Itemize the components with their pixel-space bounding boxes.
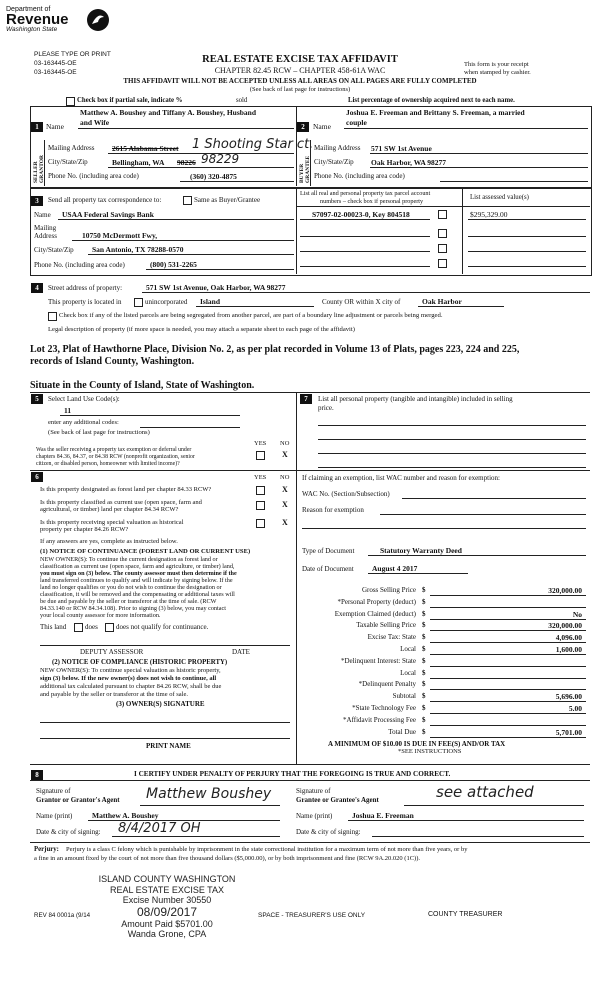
legal-line1: Lot 23, Plat of Hawthorne Place, Division No. 2, as per plat recorded in Volume 13 of Plats, pages 223, 224 and 225, bbox=[30, 344, 520, 355]
grantee-name: Joshua E. Freeman bbox=[352, 811, 414, 820]
total-label: Excise Tax: State bbox=[367, 633, 416, 642]
form-number-1: 03-163445-OE bbox=[34, 60, 77, 67]
total-currency: $ bbox=[422, 680, 426, 689]
total-value: 1,600.00 bbox=[555, 645, 582, 654]
total-label: Total Due bbox=[388, 727, 416, 736]
grantor-name: Matthew A. Boushey bbox=[92, 811, 159, 820]
same-as-buyer-checkbox[interactable] bbox=[183, 196, 192, 205]
total-value: 4,096.00 bbox=[555, 633, 582, 643]
q1-no-answer: X bbox=[282, 450, 288, 459]
grantee-sig-label1: Signature of bbox=[296, 787, 331, 795]
deputy-assessor-label: DEPUTY ASSESSOR bbox=[80, 648, 144, 656]
total-label: Gross Selling Price bbox=[361, 586, 416, 594]
total-currency: $ bbox=[422, 715, 426, 724]
exemption-label: If claiming an exemption, list WAC number and reason for exemption: bbox=[302, 474, 500, 482]
seller-name-line2: and Wife bbox=[80, 118, 110, 127]
seller-name-label: Name bbox=[46, 122, 64, 131]
doc-type-label: Type of Document bbox=[302, 547, 355, 555]
ownership-note: List percentage of ownership acquired next to each name. bbox=[348, 97, 515, 104]
tax-address: 10750 McDermott Fwy, bbox=[82, 231, 158, 240]
total-label: Exemption Claimed (deduct) bbox=[334, 609, 416, 618]
personal-property-label2: price. bbox=[318, 404, 334, 412]
doc-date: August 4 2017 bbox=[372, 564, 418, 573]
total-label: Local bbox=[400, 668, 416, 677]
legal-label: Legal description of property (if more space is needed, you may attach a separate sheet to each page of the affidavit) bbox=[48, 326, 355, 333]
q1-line1: Was the seller receiving a property tax exemption or deferral under bbox=[36, 447, 192, 453]
notice1-line3: you must sign on (3) below. The county assessor must then determine if the bbox=[40, 570, 237, 577]
stamp-line6: Wanda Grone, CPA bbox=[127, 929, 207, 939]
seller-address-handwritten: 1 Shooting Star ct. bbox=[192, 137, 314, 152]
seller-zip-handwritten: 98229 bbox=[201, 152, 240, 166]
partial-sale-checkbox[interactable] bbox=[66, 97, 75, 106]
open-space-yes-checkbox[interactable] bbox=[256, 501, 265, 510]
unincorporated-label: unincorporated bbox=[145, 298, 188, 306]
sold-label: sold bbox=[236, 97, 248, 104]
wac-label: WAC No. (Section/Subsection) bbox=[302, 490, 390, 498]
tax-phone: (800) 531-2265 bbox=[150, 260, 197, 269]
form-subtitle: CHAPTER 82.45 RCW – CHAPTER 458-61A WAC bbox=[214, 66, 386, 75]
seller-name-line1: Matthew A. Boushey and Tiffany A. Boushey, Husband bbox=[80, 108, 257, 117]
see-back-note: (See back of last page for instructions) bbox=[249, 86, 351, 93]
county-name: Island bbox=[200, 297, 221, 306]
total-currency: $ bbox=[422, 656, 426, 665]
partial-sale-label: Check box if partial sale, indicate % bbox=[77, 97, 183, 104]
notice1-title: (1) NOTICE OF CONTINUANCE (FOREST LAND OR CURRENT USE) bbox=[40, 548, 251, 555]
dor-emblem-icon bbox=[86, 8, 110, 32]
open-space-no-answer: X bbox=[282, 500, 288, 509]
seller-address-struck: 2615 Alabama Street bbox=[112, 144, 179, 153]
grantee-name-label: Name (print) bbox=[296, 812, 333, 820]
total-currency: $ bbox=[422, 727, 426, 736]
form-number-2: 03-163445-OE bbox=[34, 69, 77, 76]
q-forest: Is this property designated as forest land per chapter 84.33 RCW? bbox=[40, 486, 212, 493]
notice1-line7: be due and payable by the seller or transferor at the time of sale. (RCW bbox=[40, 598, 217, 605]
total-value: No bbox=[572, 609, 582, 619]
buyer-side-label: BUYER GRANTEE bbox=[299, 155, 311, 183]
stamp-line4: 08/09/2017 bbox=[136, 904, 198, 919]
buyer-name-label: Name bbox=[313, 122, 331, 131]
total-label: *Delinquent Interest: State bbox=[340, 656, 416, 665]
street-label: Street address of property: bbox=[48, 284, 123, 292]
section-7-number: 7 bbox=[300, 394, 312, 404]
section-2-number: 2 bbox=[297, 122, 309, 132]
q-open-line2: agricultural, or timber) land per chapter 84.34 RCW? bbox=[40, 506, 179, 513]
total-value: 5.00 bbox=[568, 704, 582, 713]
parcel-number: S7097-02-00023-0, Key 804518 bbox=[312, 210, 410, 219]
total-value: 320,000.00 bbox=[548, 586, 582, 595]
special-yes-checkbox[interactable] bbox=[256, 519, 265, 528]
street-address: 571 SW 1st Avenue, Oak Harbor, WA 98277 bbox=[146, 283, 286, 292]
land-does-label: does bbox=[85, 623, 98, 631]
tax-phone-label: Phone No. (including area code) bbox=[34, 261, 125, 269]
stamp-line2: REAL ESTATE EXCISE TAX bbox=[109, 884, 225, 895]
seller-city-label: City/State/Zip bbox=[48, 158, 88, 166]
q-open-line1: Is this property classified as current use (open space, farm and bbox=[40, 499, 202, 506]
parcel-3-personal-checkbox[interactable] bbox=[438, 244, 447, 253]
land-does-not-checkbox[interactable] bbox=[105, 623, 114, 632]
print-name-label: PRINT NAME bbox=[146, 742, 191, 750]
grantor-sig-label1: Signature of bbox=[36, 787, 71, 795]
notice1-line1: NEW OWNER(S): To continue the current designation as forest land or bbox=[40, 556, 218, 563]
seller-zip-struck: 98226 bbox=[177, 158, 196, 167]
grantee-signature: see attached bbox=[436, 783, 534, 801]
assessed-value: $295,329.00 bbox=[470, 210, 508, 219]
dor-line2: Revenue bbox=[6, 11, 69, 28]
notice1-line5: land no longer qualifies or you do not wish to continue the designation or bbox=[40, 584, 222, 591]
tax-city-label: City/State/Zip bbox=[34, 246, 74, 254]
buyer-name-line2: couple bbox=[346, 118, 367, 127]
parcel-4-personal-checkbox[interactable] bbox=[438, 259, 447, 268]
notice1-line8: 84.33.140 or RCW 84.34.108). Prior to signing (3) below, you may contact bbox=[40, 605, 226, 612]
total-label: Taxable Selling Price bbox=[356, 621, 416, 630]
land-does-not-label: does not qualify for continuance. bbox=[116, 623, 209, 631]
county-label: County OR within X city of bbox=[322, 298, 401, 306]
see-instructions: *SEE INSTRUCTIONS bbox=[398, 748, 462, 755]
additional-codes-label: enter any additional codes: bbox=[48, 419, 119, 426]
county-treasurer-label: COUNTY TREASURER bbox=[428, 911, 503, 918]
perjury-label: Perjury: bbox=[34, 846, 59, 853]
dor-logo bbox=[6, 6, 69, 33]
dor-line3: Washington State bbox=[6, 26, 58, 33]
owner-signature-label: (3) OWNER(S) SIGNATURE bbox=[116, 700, 205, 708]
buyer-name-line1: Joshua E. Freeman and Brittany S. Freeman, a married bbox=[346, 108, 525, 117]
total-currency: $ bbox=[422, 597, 426, 606]
section-6-number: 6 bbox=[31, 472, 43, 482]
total-value: 5,696.00 bbox=[555, 692, 582, 702]
total-currency: $ bbox=[422, 621, 426, 630]
section-3-number: 3 bbox=[31, 196, 43, 206]
grantor-date-label: Date & city of signing: bbox=[36, 828, 101, 836]
tax-name: USAA Federal Savings Bank bbox=[62, 210, 154, 219]
q1-line3: citizen, or disabled person, homeowner with limited income)? bbox=[36, 461, 180, 467]
total-currency: $ bbox=[422, 586, 426, 594]
segregate-checkbox[interactable] bbox=[48, 312, 57, 321]
s6-yes-header: YES bbox=[254, 474, 267, 481]
total-currency: $ bbox=[422, 692, 426, 701]
parcel-header-2: numbers – check box if personal property bbox=[320, 198, 424, 205]
s6-no-header: NO bbox=[280, 474, 290, 481]
total-label: Subtotal bbox=[392, 692, 416, 701]
section-1-number: 1 bbox=[31, 122, 43, 132]
section-5-number: 5 bbox=[31, 394, 43, 404]
forest-no-answer: X bbox=[282, 485, 288, 494]
total-currency: $ bbox=[422, 609, 426, 618]
parcel-header-1: List all real and personal property tax parcel account bbox=[300, 190, 431, 197]
buyer-city: Oak Harbor, WA 98277 bbox=[371, 158, 447, 167]
notice2-line3: additional tax calculated pursuant to chapter 84.26 RCW, shall be due bbox=[40, 683, 222, 690]
doc-type: Statutory Warranty Deed bbox=[380, 546, 462, 555]
seller-city: Bellingham, WA bbox=[112, 158, 165, 167]
total-currency: $ bbox=[422, 704, 426, 712]
print-note: PLEASE TYPE OR PRINT bbox=[34, 51, 111, 58]
total-label: *Delinquent Penalty bbox=[358, 680, 416, 689]
forest-yes-checkbox[interactable] bbox=[256, 486, 265, 495]
form-title: REAL ESTATE EXCISE TAX AFFIDAVIT bbox=[202, 54, 398, 65]
receipt-note-1: This form is your receipt bbox=[464, 61, 529, 68]
grantor-signature: Matthew Boushey bbox=[146, 786, 272, 802]
perjury-line1: Perjury is a class C felony which is punishable by imprisonment in the state correctional institution for a maximum term of not more than five years, or by bbox=[66, 846, 468, 853]
same-as-buyer-label: Same as Buyer/Grantee bbox=[194, 196, 261, 204]
buyer-phone-label: Phone No. (including area code) bbox=[314, 172, 405, 180]
unincorporated-checkbox[interactable] bbox=[134, 298, 143, 307]
grantor-name-label: Name (print) bbox=[36, 812, 73, 820]
seller-phone-label: Phone No. (including area code) bbox=[48, 172, 139, 180]
buyer-city-label: City/State/Zip bbox=[314, 158, 354, 166]
total-currency: $ bbox=[422, 645, 426, 653]
tax-mail-label2: Address bbox=[34, 232, 57, 240]
tax-name-label: Name bbox=[34, 211, 51, 219]
buyer-address: 571 SW 1st Avenue bbox=[371, 144, 432, 153]
city-name: Oak Harbor bbox=[422, 297, 462, 306]
total-value: 5,701.00 bbox=[555, 727, 582, 737]
total-label: Local bbox=[400, 645, 416, 653]
treasurer-space-label: SPACE - TREASURER'S USE ONLY bbox=[258, 912, 366, 919]
total-label: *Affidavit Processing Fee bbox=[343, 715, 416, 724]
located-label: This property is located in bbox=[48, 298, 122, 306]
legal-line2: records of Island County, Washington. bbox=[30, 356, 195, 367]
notice1-line4: land transferred continues to qualify and will indicate by signing below. If the bbox=[40, 577, 233, 584]
seller-phone: (360) 320-4875 bbox=[190, 172, 237, 181]
notice1-line9: your local county assessor for more information. bbox=[40, 612, 161, 619]
section-8-number: 8 bbox=[31, 770, 43, 780]
land-use-yes-header: YES bbox=[254, 440, 267, 447]
tax-mail-label1: Mailing bbox=[34, 224, 57, 232]
certify-statement: I CERTIFY UNDER PENALTY OF PERJURY THAT THE FOREGOING IS TRUE AND CORRECT. bbox=[134, 770, 451, 778]
tax-city: San Antonio, TX 78288-0570 bbox=[92, 245, 184, 254]
notice1-line6: classification, it will be removed and the compensating or additional taxes will bbox=[40, 591, 235, 598]
q1-line2: chapters 84.36, 84.37, or 84.38 RCW (nonprofit organization, senior bbox=[36, 454, 195, 460]
total-label: *Personal Property (deduct) bbox=[337, 597, 416, 606]
notice2-line2: sign (3) below. If the new owner(s) does not wish to continue, all bbox=[40, 675, 217, 682]
total-currency: $ bbox=[422, 668, 426, 677]
assessor-date-label: DATE bbox=[232, 648, 250, 656]
notice2-line4: and payable by the seller or transferor at the time of sale. bbox=[40, 691, 188, 698]
grantor-date-city: 8/4/2017 OH bbox=[118, 821, 201, 836]
notice2-line1: NEW OWNER(S): To continue special valuation as historic property, bbox=[40, 667, 221, 674]
reason-label: Reason for exemption bbox=[302, 506, 364, 514]
legal-line3: Situate in the County of Island, State of Washington. bbox=[30, 380, 255, 391]
total-currency: $ bbox=[422, 633, 426, 642]
parcel-2-personal-checkbox[interactable] bbox=[438, 229, 447, 238]
notice2-title: (2) NOTICE OF COMPLIANCE (HISTORIC PROPERTY) bbox=[52, 659, 228, 666]
form-warning: THIS AFFIDAVIT WILL NOT BE ACCEPTED UNLESS ALL AREAS ON ALL PAGES ARE FULLY COMPLETED bbox=[123, 77, 477, 85]
minimum-notice: A MINIMUM OF $10.00 IS DUE IN FEE(S) AND/OR TAX bbox=[328, 740, 506, 748]
seller-side-label: SELLER GRANTOR bbox=[33, 154, 45, 183]
notice1-line2: classification as current use (open space, farm and agriculture, or timber) land, bbox=[40, 563, 235, 570]
doc-date-label: Date of Document bbox=[302, 565, 354, 573]
seller-address-label: Mailing Address bbox=[48, 144, 95, 152]
q-special-line2: property per chapter 84.26 RCW? bbox=[40, 526, 129, 533]
if-yes-note: If any answers are yes, complete as instructed below. bbox=[40, 538, 178, 545]
tax-corr-label: Send all property tax correspondence to: bbox=[48, 196, 162, 204]
stamp-line5: Amount Paid $5701.00 bbox=[121, 918, 213, 929]
grantee-sig-label2: Grantee or Grantee's Agent bbox=[296, 796, 379, 804]
land-use-see-back: (See back of last page for instructions) bbox=[48, 429, 150, 436]
total-label: *State Technology Fee bbox=[352, 704, 416, 712]
land-does-checkbox[interactable] bbox=[74, 623, 83, 632]
form-revision: REV 84 0001a (9/14 bbox=[34, 912, 91, 919]
q-special-line1: Is this property receiving special valuation as historical bbox=[40, 519, 184, 526]
personal-property-label1: List all personal property (tangible and intangible) included in selling bbox=[318, 395, 513, 403]
land-use-no-header: NO bbox=[280, 440, 290, 447]
perjury-line2: a fine in an amount fixed by the court of not more than five thousand dollars ($5,000.00), or by both imprisonment and fine (RCW 9A.20.020 (1C)). bbox=[34, 855, 421, 862]
land-use-label: Select Land Use Code(s): bbox=[48, 395, 120, 403]
buyer-address-label: Mailing Address bbox=[314, 144, 361, 152]
special-no-answer: X bbox=[282, 518, 288, 527]
assessed-header: List assessed value(s) bbox=[470, 194, 529, 201]
segregate-label: Check box if any of the listed parcels are being segregated from another parcel, are part of a boundary line adjustment or parcels being merged. bbox=[59, 312, 443, 319]
stamp-line3: Excise Number 30550 bbox=[122, 895, 212, 905]
grantor-sig-label2: Grantor or Grantor's Agent bbox=[36, 796, 120, 804]
stamp-line1: ISLAND COUNTY WASHINGTON bbox=[98, 874, 236, 884]
treasurer-stamp bbox=[82, 874, 252, 940]
parcel-1-personal-checkbox[interactable] bbox=[438, 210, 447, 219]
grantee-date-label: Date & city of signing: bbox=[296, 828, 361, 836]
section-4-number: 4 bbox=[31, 283, 43, 293]
receipt-note-2: when stamped by cashier. bbox=[464, 69, 531, 76]
q1-yes-checkbox[interactable] bbox=[256, 451, 265, 460]
dor-line1: Department of bbox=[6, 6, 51, 13]
this-land-label: This land bbox=[40, 623, 67, 631]
land-use-code: 11 bbox=[64, 406, 72, 415]
total-value: 320,000.00 bbox=[548, 621, 582, 631]
